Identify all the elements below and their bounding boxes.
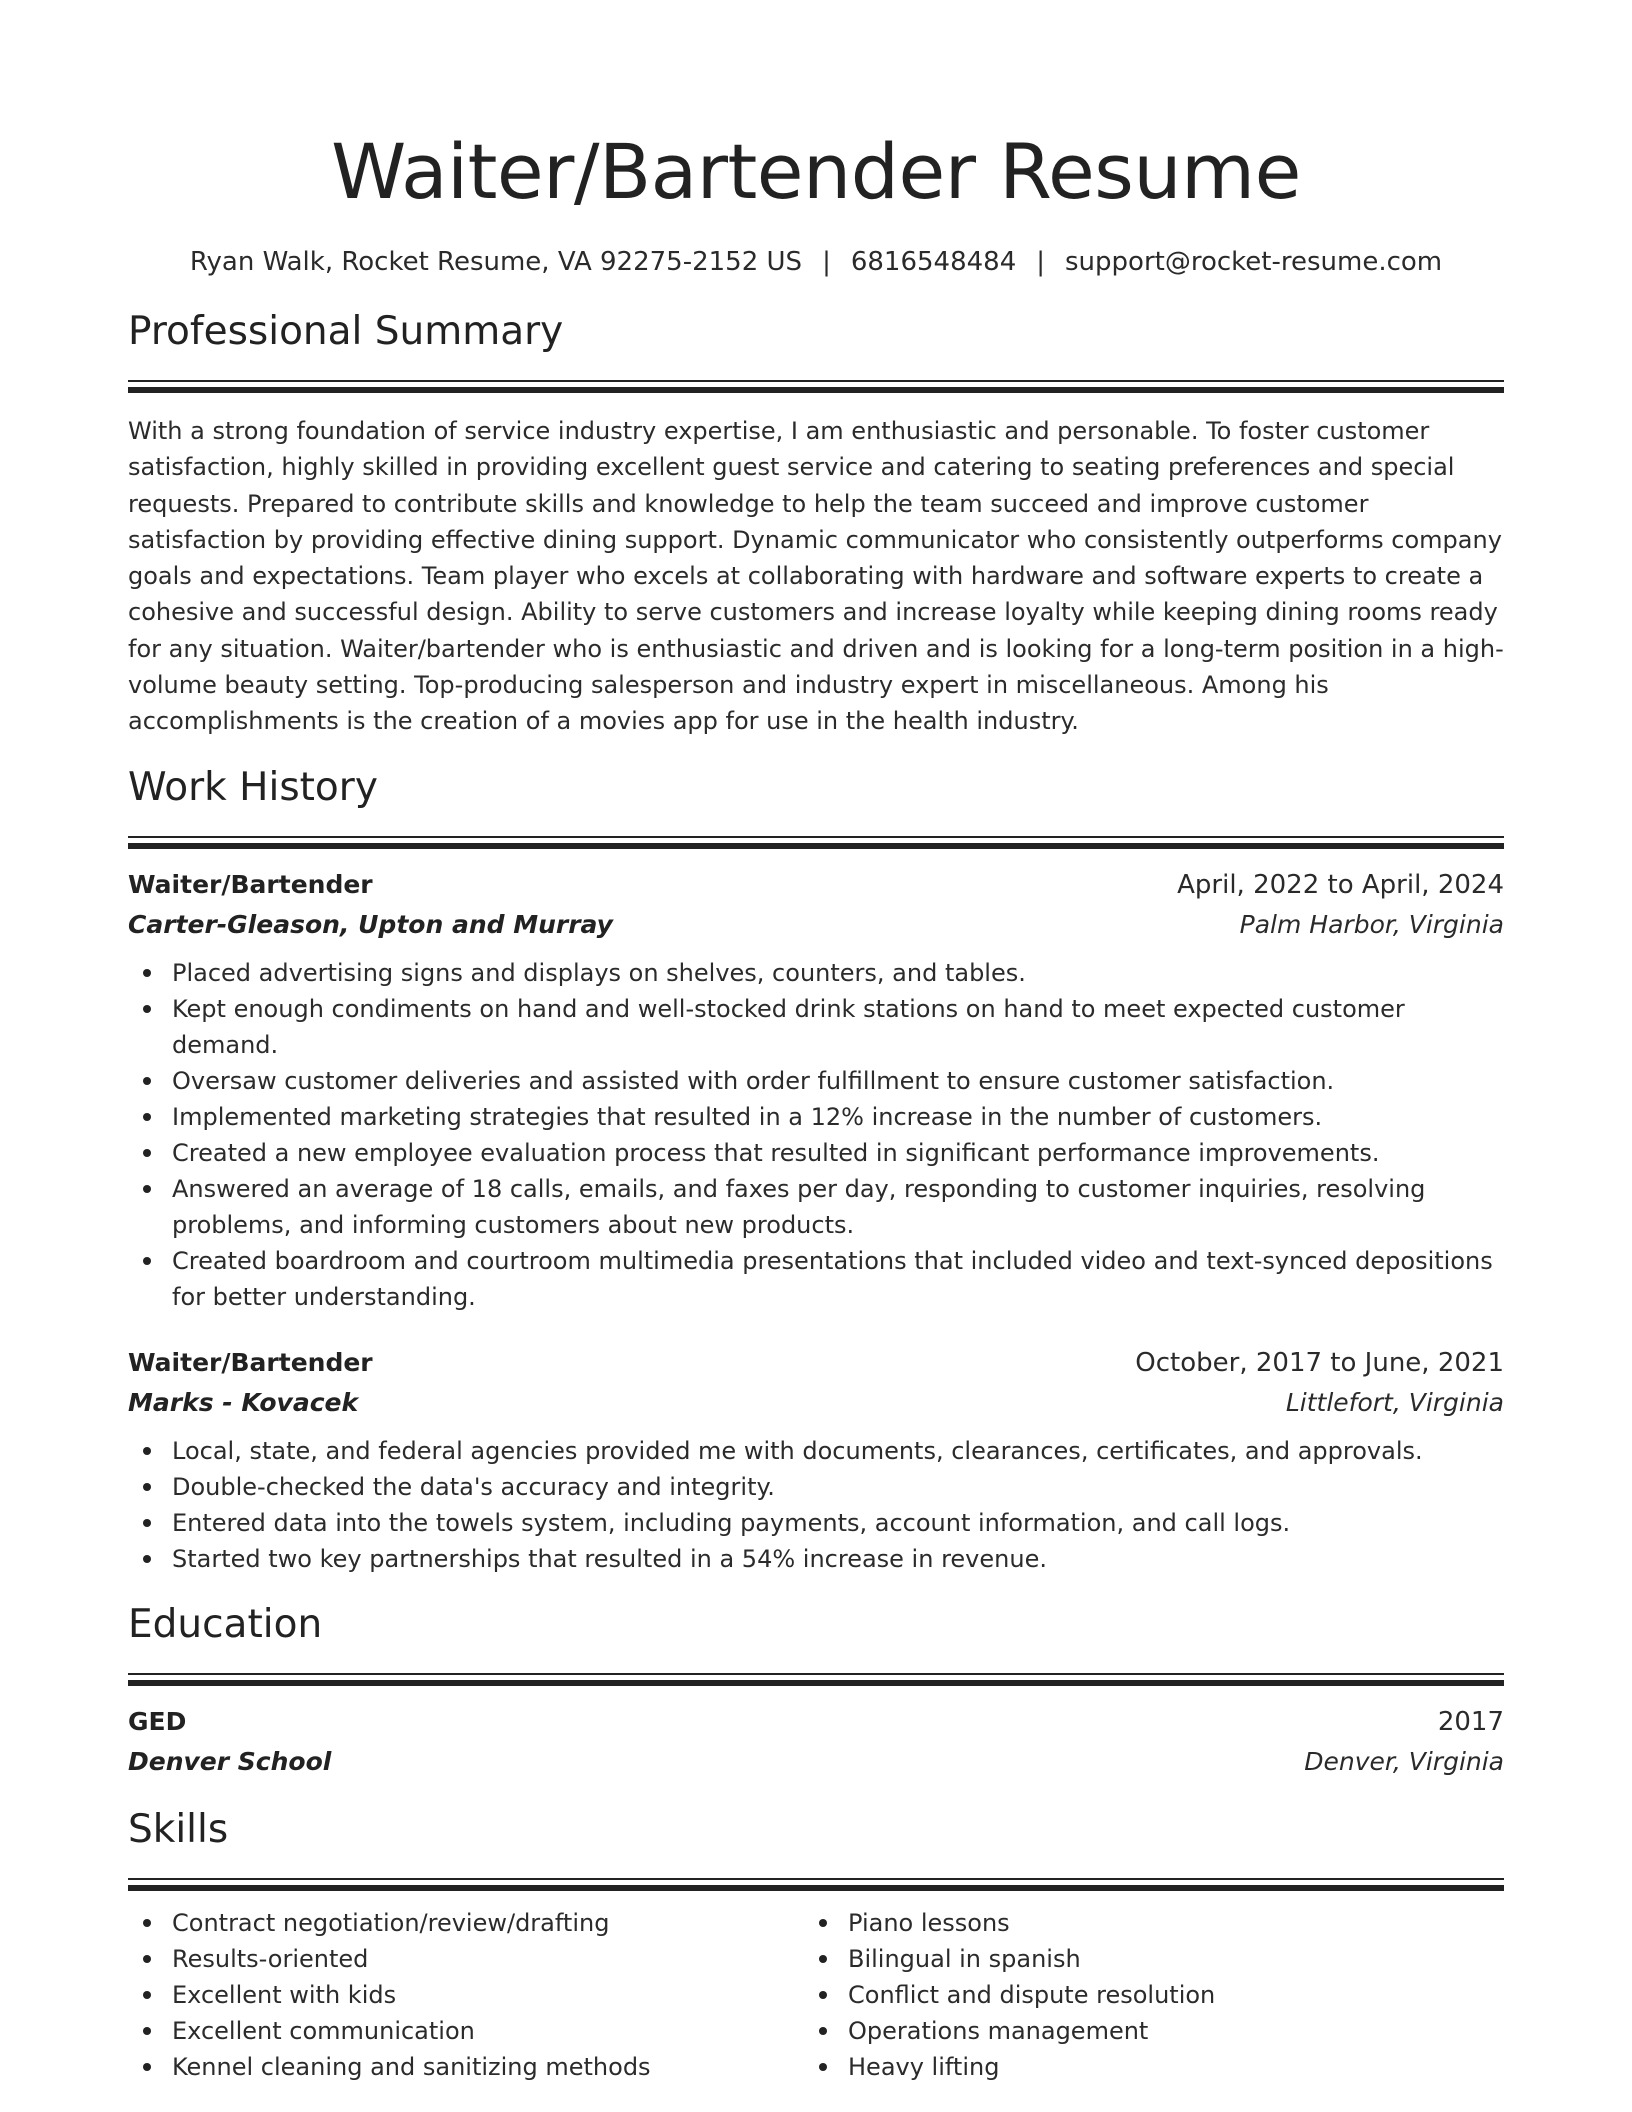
summary-section [128, 306, 1504, 740]
section-divider [128, 380, 1504, 393]
section-divider [128, 1673, 1504, 1686]
job-bullet: Double-checked the data's accuracy and integrity. [128, 1469, 1504, 1505]
contact-email[interactable]: support@rocket-resume.com [1065, 247, 1443, 277]
job-company: Marks - Kovacek [128, 1387, 359, 1417]
job-bullets [128, 1433, 1504, 1577]
skills-list-right [804, 1905, 1480, 2085]
job-title: Waiter/Bartender [128, 1347, 373, 1377]
job-bullet: Oversaw customer deliveries and assisted with order fulfillment to ensure customer satisfaction. [128, 1063, 1504, 1099]
section-heading-education: Education [128, 1601, 323, 1647]
contact-address: Ryan Walk, Rocket Resume, VA 92275-2152 US [189, 247, 803, 277]
job-company-row [128, 1383, 1504, 1423]
skill-item: Results-oriented [128, 1941, 804, 1977]
job-location: Palm Harbor, Virginia [1239, 909, 1504, 939]
section-divider [128, 836, 1504, 849]
job-dates: April, 2022 to April, 2024 [1177, 869, 1504, 900]
skill-item: Kennel cleaning and sanitizing methods [128, 2049, 804, 2085]
education-header-row [128, 1702, 1504, 1742]
job-company: Carter-Gleason, Upton and Murray [128, 909, 613, 939]
contact-line [128, 244, 1504, 280]
job-location: Littlefort, Virginia [1285, 1387, 1504, 1417]
education-school-row [128, 1742, 1504, 1782]
job-bullets [128, 955, 1504, 1315]
section-divider [128, 1878, 1504, 1891]
contact-phone: 6816548484 [850, 247, 1017, 277]
job-title: Waiter/Bartender [128, 869, 373, 899]
job-bullet: Created a new employee evaluation process that resulted in significant performance improvements. [128, 1135, 1504, 1171]
job-bullet: Created boardroom and courtroom multimedia presentations that included video and text-synced depositions for better understanding. [128, 1243, 1504, 1315]
job-bullet: Implemented marketing strategies that resulted in a 12% increase in the number of customers. [128, 1099, 1504, 1135]
contact-separator: | [822, 247, 831, 277]
work-history-section [128, 762, 1504, 1577]
job-company-row [128, 905, 1504, 945]
job-bullet: Started two key partnerships that resulted in a 54% increase in revenue. [128, 1541, 1504, 1577]
skills-section [128, 1804, 1504, 2085]
job-dates: October, 2017 to June, 2021 [1135, 1347, 1504, 1378]
job-bullet: Kept enough condiments on hand and well-stocked drink stations on hand to meet expected customer demand. [128, 991, 1504, 1063]
section-heading-summary: Professional Summary [128, 309, 564, 354]
section-heading-work-history: Work History [128, 764, 378, 810]
skill-item: Excellent communication [128, 2013, 804, 2049]
skills-list-left [128, 1905, 804, 2085]
skill-item: Conflict and dispute resolution [804, 1977, 1480, 2013]
job-bullet: Placed advertising signs and displays on shelves, counters, and tables. [128, 955, 1504, 991]
education-entry [128, 1702, 1504, 1782]
skill-item: Contract negotiation/review/drafting [128, 1905, 804, 1941]
summary-text: With a strong foundation of service industry expertise, I am enthusiastic and personable. To foster customer satisfaction, highly skilled in providing excellent guest service and catering to seating preferences and special requests. Prepared to contribute skills and knowledge to help the team succeed and improve customer satisfaction by providing effective dining support. Dynamic communicator who consistently outperforms company goals and expectations. Team player who excels at collaborating with hardware and software experts to create a cohesive and successful design. Ability to serve customers and increase loyalty while keeping dining rooms ready for any situation. Waiter/bartender who is enthusiastic and driven and is looking for a long-term position in a high-volume beauty setting. Top-producing salesperson and industry expert in miscellaneous. Among his accomplishments is the creation of a movies app for use in the health industry. [128, 417, 1504, 736]
education-year: 2017 [1437, 1706, 1504, 1737]
education-section [128, 1599, 1504, 1782]
skill-item: Bilingual in spanish [804, 1941, 1480, 1977]
skill-item: Piano lessons [804, 1905, 1480, 1941]
job-header-row [128, 1343, 1504, 1383]
job-entry [128, 1343, 1504, 1577]
skill-item: Heavy lifting [804, 2049, 1480, 2085]
job-bullet: Entered data into the towels system, including payments, account information, and call logs. [128, 1505, 1504, 1541]
skill-item: Operations management [804, 2013, 1480, 2049]
education-degree: GED [128, 1706, 187, 1736]
skills-grid [128, 1905, 1504, 2085]
contact-separator: | [1036, 247, 1046, 277]
education-location: Denver, Virginia [1304, 1746, 1504, 1776]
resume-title: Waiter/Bartender Resume [331, 127, 1301, 216]
job-entry [128, 865, 1504, 1315]
job-header-row [128, 865, 1504, 905]
education-school: Denver School [128, 1746, 332, 1776]
job-bullet: Local, state, and federal agencies provided me with documents, clearances, certificates, and approvals. [128, 1433, 1504, 1469]
skill-item: Excellent with kids [128, 1977, 804, 2013]
section-heading-skills: Skills [128, 1806, 229, 1852]
job-bullet: Answered an average of 18 calls, emails, and faxes per day, responding to customer inquiries, resolving problems, and informing customers about new products. [128, 1171, 1504, 1243]
